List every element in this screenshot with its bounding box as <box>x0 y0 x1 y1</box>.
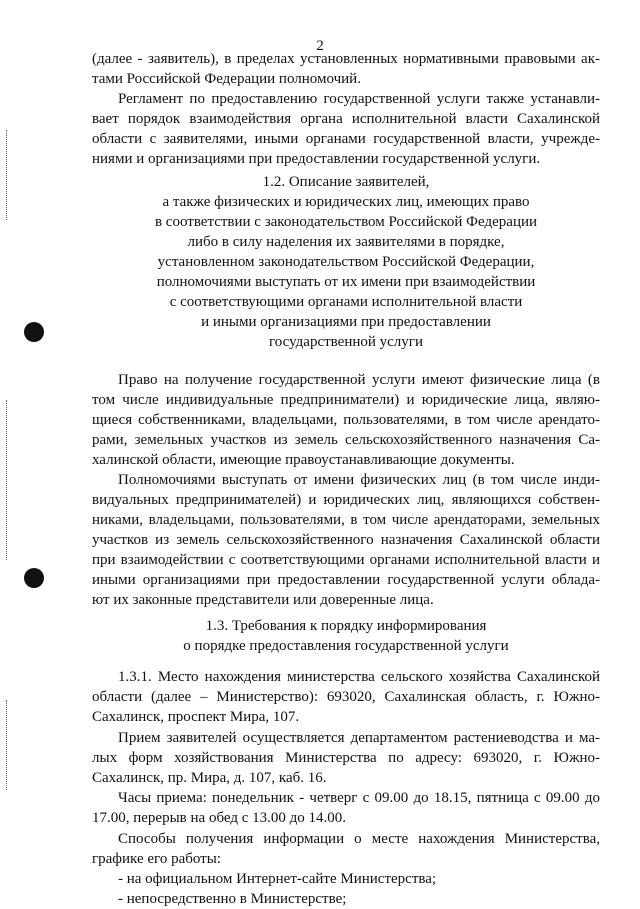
paragraph-line: Способы получения информации о месте нахождения Министерства, <box>118 831 600 847</box>
section-heading-line: а также физических и юридических лиц, имеющих право <box>162 194 530 210</box>
paragraph-line: халинской области, имеющие правоустанавливающие документы. <box>92 452 515 468</box>
scan-margin-mark <box>6 400 13 560</box>
paragraph-line: участков из земель сельскохозяйственного назначения Сахалинской области <box>92 532 600 548</box>
section-heading-line: и иными организациями при предоставлении <box>201 314 491 330</box>
paragraph-line: (далее - заявитель), в пределах установленных нормативными правовыми ак- <box>92 51 600 67</box>
paragraph-line: видуальных предпринимателей) и юридических лиц, являющихся собствен- <box>92 492 600 508</box>
paragraph-line: лых форм хозяйствования Министерства по адресу: 693020, г. Южно- <box>92 750 600 766</box>
paragraph-line: 17.00, перерыв на обед с 13.00 до 14.00. <box>92 810 347 826</box>
paragraph-line: области (далее – Министерство): 693020, Сахалинская область, г. Южно- <box>92 689 600 705</box>
section-heading-line: 1.2. Описание заявителей, <box>262 174 430 190</box>
punch-hole-top <box>24 322 44 342</box>
punch-hole-bottom <box>24 568 44 588</box>
scan-margin-mark <box>6 130 13 220</box>
paragraph-line: иными организациями при предоставлении государственной услуги облада- <box>92 572 600 588</box>
paragraph-line: Часы приема: понедельник - четверг с 09.00 до 18.15, пятница с 09.00 до <box>118 790 600 806</box>
paragraph-line: - на официальном Интернет-сайте Министерства; <box>118 871 437 887</box>
paragraph-line: рами, земельных участков из земель сельскохозяйственного назначения Са- <box>92 432 600 448</box>
paragraph-line: Сахалинск, проспект Мира, 107. <box>92 709 300 725</box>
paragraph-line: вает порядок взаимодействия органа исполнительной власти Сахалинской <box>92 111 600 127</box>
paragraph-line: Сахалинск, пр. Мира, д. 107, каб. 16. <box>92 770 327 786</box>
page-number: 2 <box>316 38 324 54</box>
paragraph-line: ют их законные представители или доверенные лица. <box>92 592 434 608</box>
section-heading-line: с соответствующими органами исполнительной власти <box>169 294 523 310</box>
paragraph-line: Прием заявителей осуществляется департаментом растениеводства и ма- <box>118 730 600 746</box>
paragraph-line: щиеся собственниками, владельцами, пользователями, в том числе арендато- <box>92 412 600 428</box>
section-heading-line: государственной услуги <box>269 334 423 350</box>
paragraph-line: тами Российской Федерации полномочий. <box>92 71 361 87</box>
paragraph-line: графике его работы: <box>92 851 221 867</box>
section-heading-line: полномочиями выступать от их имени при взаимодействии <box>156 274 536 290</box>
section-heading-line: в соответствии с законодательством Российской Федерации <box>154 214 538 230</box>
section-heading-line: о порядке предоставления государственной услуги <box>183 638 509 654</box>
paragraph-line: при взаимодействии с соответствующими органами исполнительной власти и <box>92 552 600 568</box>
paragraph-line: Регламент по предоставлению государственной услуги также устанавли- <box>118 91 600 107</box>
paragraph-line: - непосредственно в Министерстве; <box>118 891 347 907</box>
paragraph-line: области с заявителями, иными органами государственной власти, учрежде- <box>92 131 600 147</box>
section-heading-line: установленном законодательством Российской Федерации, <box>157 254 535 270</box>
paragraph-line: том числе индивидуальные предприниматели) и юридические лица, являю- <box>92 392 600 408</box>
paragraph-line: ниями и организациями при предоставлении государственной услуги. <box>92 151 541 167</box>
paragraph-line: никами, владельцами, пользователями, в том числе арендаторами, земельных <box>92 512 600 528</box>
paragraph-line: 1.3.1. Место нахождения министерства сельского хозяйства Сахалинской <box>118 669 600 685</box>
section-heading-line: либо в силу наделения их заявителями в порядке, <box>187 234 505 250</box>
scan-margin-mark <box>6 700 13 790</box>
paragraph-line: Полномочиями выступать от имени физических лиц (в том числе инди- <box>118 472 600 488</box>
section-heading-line: 1.3. Требования к порядку информирования <box>205 618 487 634</box>
paragraph-line: Право на получение государственной услуги имеют физические лица (в <box>118 372 600 388</box>
